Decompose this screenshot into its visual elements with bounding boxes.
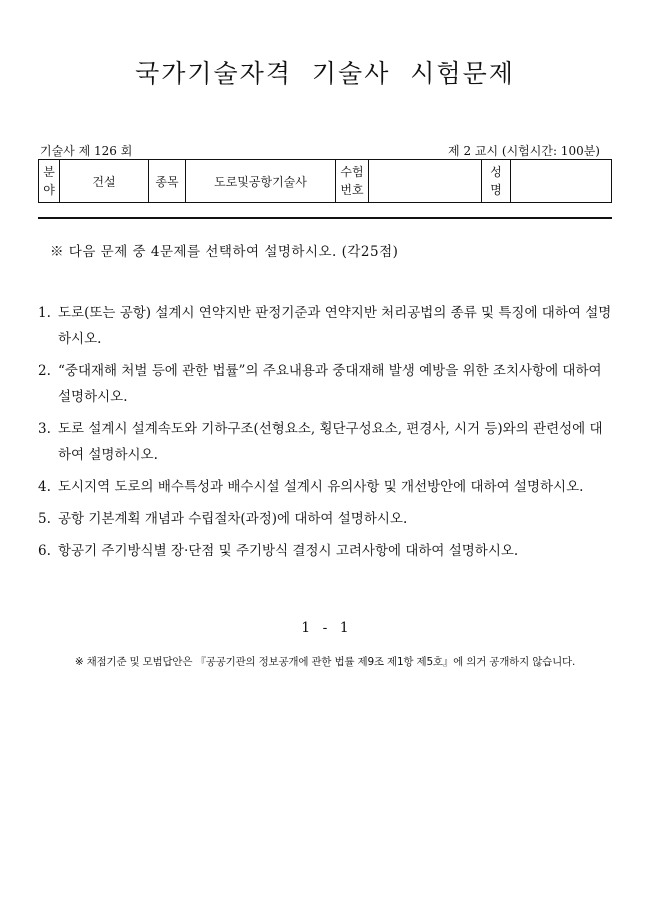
question-number: 3.	[38, 421, 51, 437]
question-text: 공항 기본계획 개념과 수립절차(과정)에 대하여 설명하시오.	[58, 511, 408, 527]
exam-no-field[interactable]	[369, 160, 482, 203]
question-text: 항공기 주기방식별 장·단점 및 주기방식 결정시 고려사항에 대하여 설명하시오.	[58, 543, 519, 559]
question-item	[38, 300, 614, 352]
category-label: 종목	[149, 160, 186, 203]
question-item	[38, 474, 614, 500]
name-field[interactable]	[511, 160, 612, 203]
header-divider	[38, 217, 612, 219]
name-label-part: 성	[490, 165, 502, 179]
question-number: 2.	[38, 363, 51, 379]
name-label-cell	[482, 160, 511, 203]
exam-no-label-cell	[336, 160, 369, 203]
question-number: 4.	[38, 479, 51, 495]
instruction: ※ 다음 문제 중 4문제를 선택하여 설명하시오. (각25점)	[50, 244, 399, 260]
question-item	[38, 416, 614, 468]
field-value: 건설	[60, 160, 149, 203]
category-value: 도로및공항기술사	[186, 160, 336, 203]
question-number: 5.	[38, 511, 51, 527]
question-list	[38, 300, 614, 570]
question-item	[38, 538, 614, 564]
exam-title: 국가기술자격 기술사 시험문제	[135, 59, 515, 88]
field-label-part: 분	[43, 165, 55, 179]
question-text: 도로(또는 공항) 설계시 연약지반 판정기준과 연약지반 처리공법의 종류 및 특징에 대하여 설명하시오.	[58, 305, 612, 347]
question-number: 6.	[38, 543, 51, 559]
exam-session: 기술사 제 126 회	[40, 144, 133, 158]
field-label-cell	[39, 160, 60, 203]
exam-period-time: 제 2 교시 (시험시간: 100분)	[448, 144, 600, 158]
field-label-part: 야	[43, 183, 55, 197]
exam-no-label-part: 번호	[340, 183, 364, 197]
question-text: 도시지역 도로의 배수특성과 배수시설 설계시 유의사항 및 개선방안에 대하여 설명하시오.	[58, 479, 584, 495]
question-item	[38, 358, 614, 410]
question-item	[38, 506, 614, 532]
question-text: 도로 설계시 설계속도와 기하구조(선형요소, 횡단구성요소, 편경사, 시거 등)와의 관련성에 대하여 설명하시오.	[58, 421, 603, 463]
page-number: 1 - 1	[301, 620, 349, 636]
exam-no-label-part: 수험	[340, 165, 364, 179]
disclosure-footnote: ※ 채점기준 및 모범답안은 『공공기관의 정보공개에 관한 법률 제9조 제1항 제5호』에 의거 공개하지 않습니다.	[74, 656, 576, 668]
exam-info-table	[38, 159, 612, 203]
name-label-part: 명	[490, 183, 502, 197]
question-number: 1.	[38, 305, 51, 321]
question-text: “중대재해 처벌 등에 관한 법률”의 주요내용과 중대재해 발생 예방을 위한 조치사항에 대하여 설명하시오.	[58, 363, 602, 405]
